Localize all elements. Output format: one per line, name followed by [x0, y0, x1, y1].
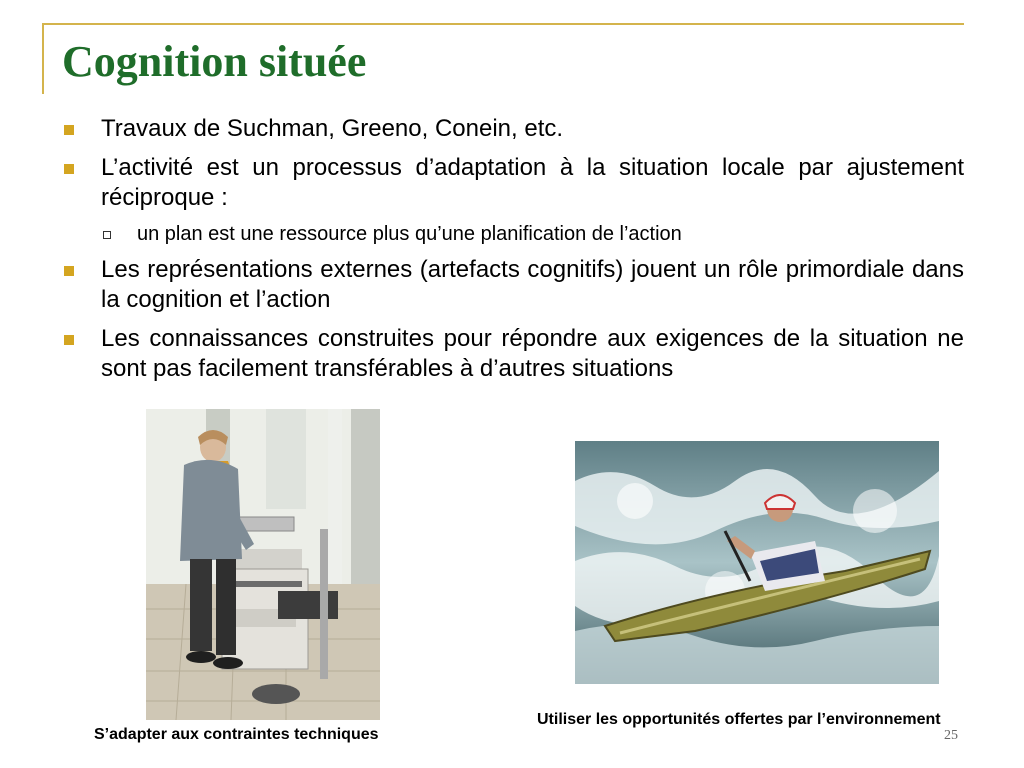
bullet-text: Les connaissances construites pour répondre aux exigences de la situation ne sont pas facilement transférables à d’autres situations [101, 325, 964, 382]
square-bullet-icon [64, 164, 74, 174]
hollow-square-bullet-icon [103, 231, 111, 239]
sub-bullet-text: un plan est une ressource plus qu’une planification de l’action [137, 223, 682, 245]
left-photo-caption: S’adapter aux contraintes techniques [94, 726, 379, 743]
bullet-text: L’activité est un processus d’adaptation à la situation locale par ajustement réciproque : [101, 154, 964, 211]
sub-bullet-item [99, 222, 964, 246]
bullet-item [62, 114, 964, 144]
top-rule [42, 23, 964, 25]
bullet-item [62, 255, 964, 315]
slide-number: 25 [944, 728, 958, 743]
left-rule [42, 23, 44, 94]
bullet-text: Les représentations externes (artefacts cognitifs) jouent un rôle primordiale dans la cognition et l’action [101, 256, 964, 313]
square-bullet-icon [64, 125, 74, 135]
slide-title: Cognition située [62, 37, 367, 86]
bullet-item [62, 153, 964, 213]
bullet-item [62, 324, 964, 384]
square-bullet-icon [64, 266, 74, 276]
square-bullet-icon [64, 335, 74, 345]
kayak-photo [575, 441, 939, 684]
bullet-text: Travaux de Suchman, Greeno, Conein, etc. [101, 115, 564, 142]
bullet-list [62, 114, 964, 393]
right-photo-caption: Utiliser les opportunités offertes par l’environnement [537, 711, 941, 728]
photocopier-photo [146, 409, 380, 720]
